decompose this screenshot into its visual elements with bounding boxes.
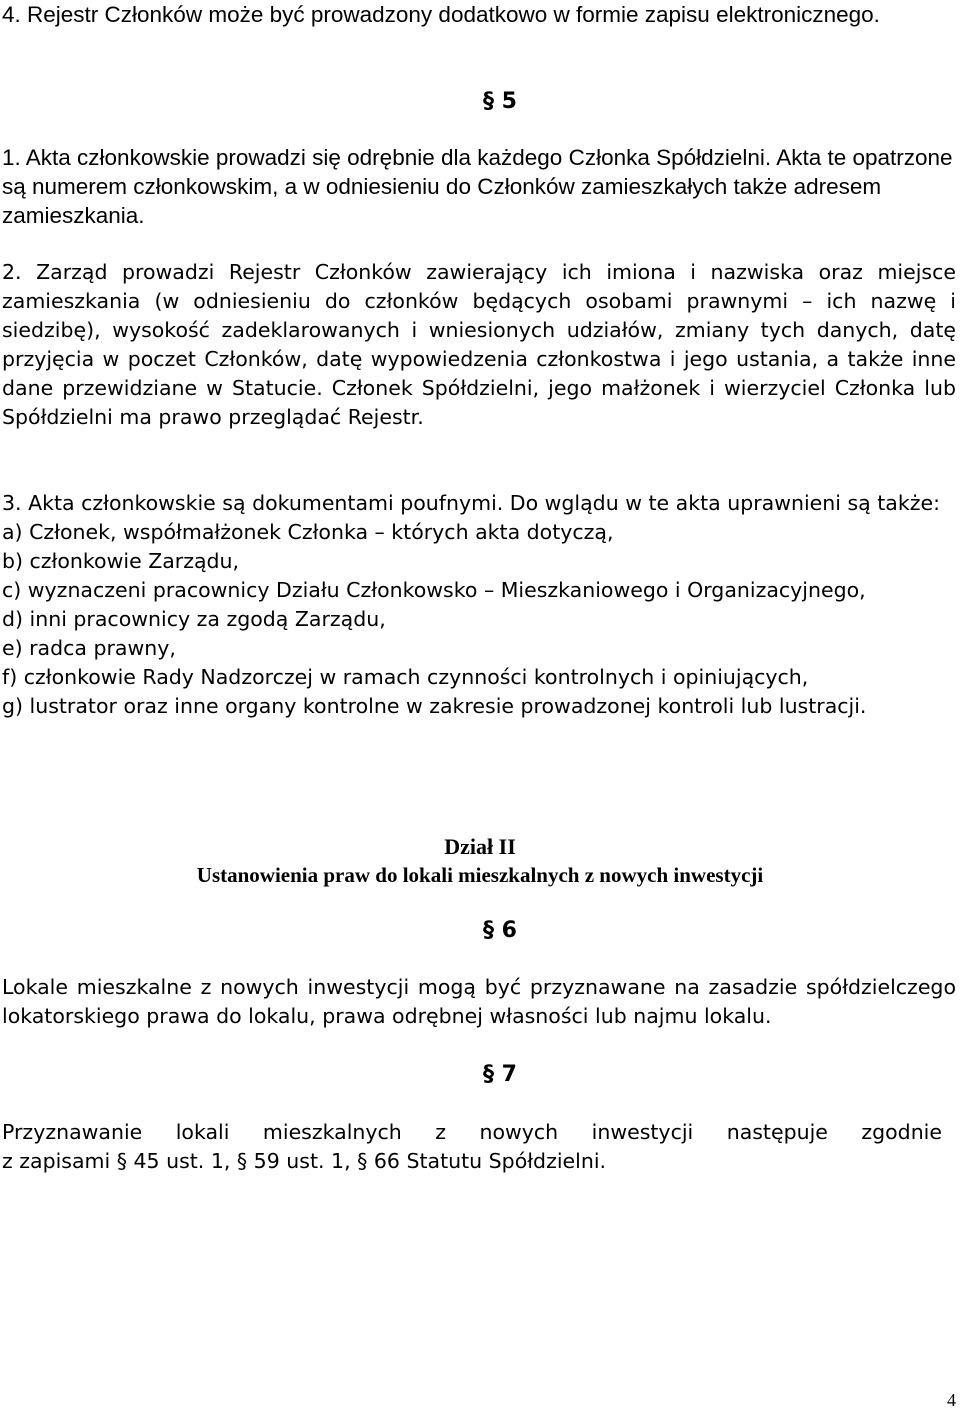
paragraph-6: Lokale mieszkalne z nowych inwestycji mogą być przyznawane na zasadzie spółdzielczego lokatorskiego prawa do lokalu, prawa odrębnej własności lub najmu lokalu. bbox=[2, 975, 956, 1028]
list-item-c: c) wyznaczeni pracownicy Działu Członkowsko – Mieszkaniowego i Organizacyjnego, bbox=[2, 578, 866, 602]
paragraph-5-2: 2. Zarząd prowadzi Rejestr Członków zawierający ich imiona i nazwiska oraz miejsce zamieszkania (w odniesieniu do członków będących osobami prawnymi – ich nazwę i siedzibę), wysokość zadeklarowanych i wniesionych udziałów, zmiany tych danych, datę przyjęcia w poczet Członków, datę wypowiedzenia członkostwa i jego ustania, a także inne dane przewidziane w Statucie. Członek Spółdzielni, jego małżonek i wierzyciel Członka lub Spółdzielni ma prawo przeglądać Rejestr. bbox=[2, 260, 956, 429]
list-item-g: g) lustrator oraz inne organy kontrolne w zakresie prowadzonej kontroli lub lustracji. bbox=[2, 694, 867, 718]
division-title: Dział II bbox=[444, 834, 516, 859]
section-heading-5: § 5 bbox=[483, 89, 517, 114]
paragraph-5-3-intro: 3. Akta członkowskie są dokumentami poufnymi. Do wglądu w te akta uprawnieni są także: bbox=[2, 491, 940, 515]
paragraph-5-1: 1. Akta członkowskie prowadzi się odrębnie dla każdego Członka Spółdzielni. Akta te opatrzone są numerem członkowskim, a w odniesieniu do Członków zamieszkałych także adresem zamieszkania. bbox=[2, 145, 953, 228]
paragraph-7-line-2: z zapisami § 45 ust. 1, § 59 ust. 1, § 66 Statutu Spółdzielni. bbox=[2, 1149, 607, 1173]
list-item-d: d) inni pracownicy za zgodą Zarządu, bbox=[2, 607, 386, 631]
list-item-a: a) Członek, współmałżonek Członka – których akta dotyczą, bbox=[2, 520, 614, 544]
list-item-f: f) członkowie Rady Nadzorczej w ramach czynności kontrolnych i opiniujących, bbox=[2, 665, 809, 689]
section-heading-6: § 6 bbox=[483, 918, 517, 943]
list-item-b: b) członkowie Zarządu, bbox=[2, 549, 240, 573]
paragraph-item-4: 4. Rejestr Członków może być prowadzony dodatkowo w formie zapisu elektronicznego. bbox=[2, 2, 880, 27]
paragraph-7 bbox=[2, 1118, 956, 1176]
section-heading-7: § 7 bbox=[483, 1062, 517, 1087]
paragraph-7-line-1: Przyznawanie lokali mieszkalnych z nowych inwestycji następuje zgodnie bbox=[2, 1120, 942, 1144]
division-subtitle: Ustanowienia praw do lokali mieszkalnych z nowych inwestycji bbox=[196, 863, 764, 887]
paragraph-5-3 bbox=[2, 489, 956, 721]
list-item-e: e) radca prawny, bbox=[2, 636, 176, 660]
page-number: 4 bbox=[947, 1390, 956, 1410]
